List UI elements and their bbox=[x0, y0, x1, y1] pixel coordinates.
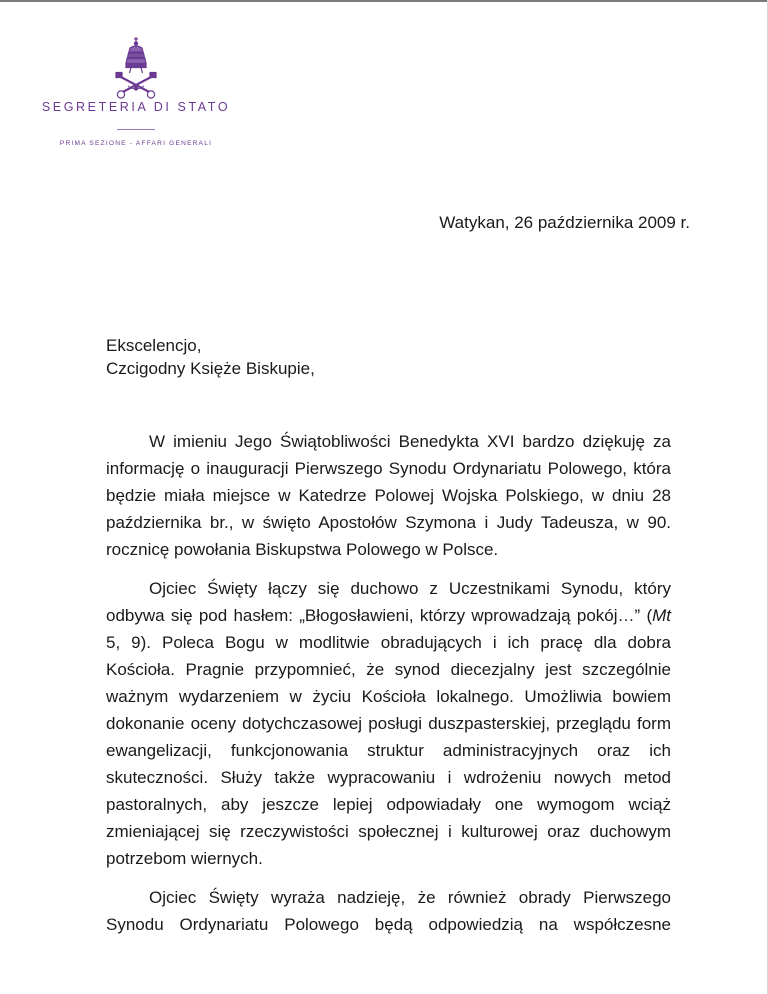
body-paragraph bbox=[106, 575, 671, 872]
salutation-line: Ekscelencjo, bbox=[106, 336, 202, 355]
salutation-line: Czcigodny Księże Biskupie, bbox=[106, 359, 315, 378]
organization-name: SEGRETERIA DI STATO bbox=[41, 100, 231, 114]
paragraph-text: 5, 9). Poleca Bogu w modlitwie obradujących i ich pracę dla dobra Kościoła. Pragnie przypomnieć, że synod diecezjalny jest szczególnie ważnym wydarzeniem w życiu Kościoła lokalnego. Umożliwia bowiem dokonanie oceny dotychczasowej posługi duszpasterskiej, przeglądu form ewangelizacji, funkcjonowania struktur administracyjnych oraz ich skuteczności. Służy także wypracowaniu i wdrożeniu nowych metod pastoralnych, aby jeszcze lepiej odpowiadały one wymogom wciąż zmieniającej się rzeczywistości społecznej i kulturowej oraz duchowym potrzebom wiernych. bbox=[106, 633, 671, 868]
paragraph-text: Ojciec Święty łączy się duchowo z Uczestnikami Synodu, który odbywa się pod hasłem: „Błogosławieni, którzy wprowadzają pokój…” ( bbox=[106, 579, 671, 625]
date-line: Watykan, 26 października 2009 r. bbox=[439, 213, 690, 232]
body-paragraph: Ojciec Święty wyraża nadzieję, że również obrady Pierwszego Synodu Ordynariatu Polowego będą odpowiedzią na współczesne bbox=[106, 888, 671, 934]
body-paragraph: W imieniu Jego Świątobliwości Benedykta XVI bardzo dziękuję za informację o inauguracji Pierwszego Synodu Ordynariatu Polowego, która będzie miała miejsce w Katedrze Polowej Wojska Polskiego, w dniu 28 października br., w święto Apostołów Szymona i Judy Tadeusza, w 90. rocznicę powołania Biskupstwa Polowego w Polsce. bbox=[106, 432, 671, 559]
scan-top-edge bbox=[0, 0, 768, 2]
salutation bbox=[106, 334, 315, 380]
organization-section: PRIMA SEZIONE - AFFARI GENERALI bbox=[59, 140, 213, 147]
scripture-reference: Mt bbox=[652, 606, 671, 625]
letterhead-divider bbox=[117, 129, 155, 130]
papal-emblem-icon bbox=[113, 36, 159, 100]
letter-body bbox=[106, 428, 671, 950]
